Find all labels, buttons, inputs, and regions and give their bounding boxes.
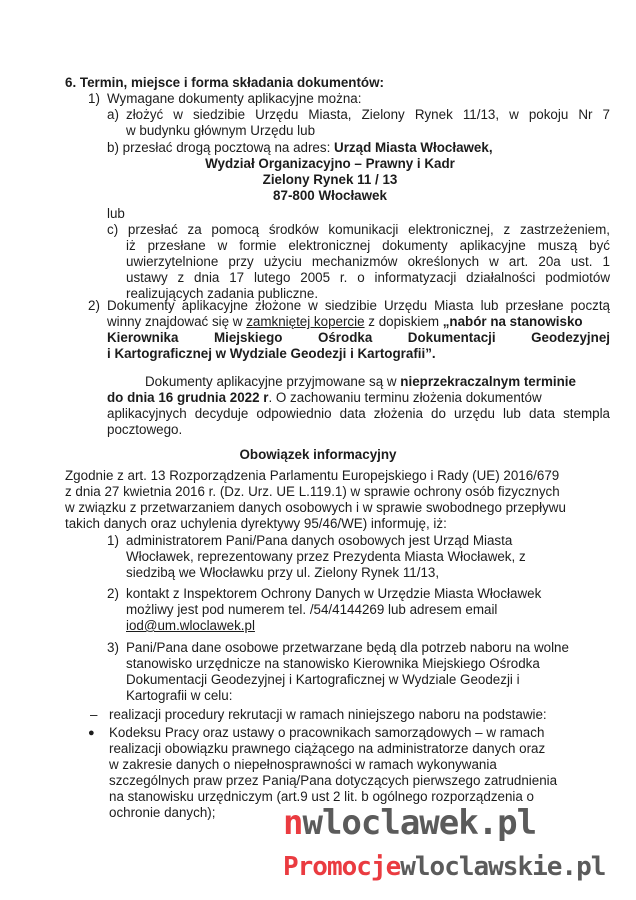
paragraph-line: Włocławek, reprezentowany przez Prezydenta Miasta Włocławek, z: [126, 549, 526, 564]
paragraph-line-mixed: [107, 390, 542, 406]
paragraph-line: stanowisko urzędnicze na stanowisko Kierownika Miejskiego Ośrodka: [126, 656, 540, 671]
paragraph-line-mixed: [145, 374, 576, 390]
address-line: Wydział Organizacyjno – Prawny i Kadr: [205, 156, 455, 171]
text-run: z dopiskiem: [368, 314, 439, 329]
connector-word: lub: [107, 206, 125, 221]
paragraph-line: aplikacyjnych decyduje odpowiednio data złożenia do urzędu lub data stempla: [107, 406, 610, 421]
watermark-text: n: [283, 803, 303, 843]
paragraph-line: złożyć w siedzibie Urzędu Miasta, Zielony Rynek 11/13, w pokoju Nr 7: [126, 107, 610, 122]
address-intro: [107, 140, 493, 156]
paragraph-line: z dnia 27 kwietnia 2016 r. (Dz. Urz. UE L.119.1) w sprawie ochrony osób fizycznych: [65, 484, 560, 499]
info-heading: Obowiązek informacyjny: [239, 447, 397, 462]
paragraph-line: kontakt z Inspektorem Ochrony Danych w Urzędzie Miasta Włocławek: [126, 586, 542, 601]
paragraph-line: pocztowego.: [107, 422, 183, 437]
paragraph-line-mixed: [107, 314, 583, 330]
paragraph-line: ustawy z dnia 17 lutego 2005 r. o informatyzacji działalności podmiotów: [126, 270, 610, 285]
paragraph-line: administratorem Pani/Pana danych osobowych jest Urząd Miasta: [126, 533, 513, 548]
paragraph-line: siedzibą we Włocławku przy ul. Zielony Rynek 11/13,: [126, 565, 440, 580]
paragraph-line: szczególnych praw przez Panią/Pana dotyczących pierwszego zatrudnienia: [109, 773, 558, 788]
section-heading: 6. Termin, miejsce i forma składania dokumentów:: [65, 75, 384, 90]
list-number: 1): [88, 91, 100, 106]
list-letter: a): [107, 107, 119, 122]
bullet-marker: ●: [88, 727, 95, 739]
underlined-text: zamkniętej kopercie: [246, 314, 365, 329]
bold-text: nieprzekraczalnym terminie: [400, 374, 576, 389]
address-line: Urząd Miasta Włocławek,: [334, 140, 493, 155]
paragraph-line: c) przesłać za pomocą środków komunikacji elektronicznej, z zastrzeżeniem,: [107, 222, 610, 237]
paragraph-line: Kartografii w celu:: [126, 688, 233, 703]
paragraph-line: w związku z przetwarzaniem danych osobowych i w sprawie swobodnego przepływu: [65, 500, 566, 515]
watermark-logo: [283, 852, 605, 882]
list-number: 2): [107, 586, 119, 601]
text-run: . O zachowaniu terminu złożenia dokumentów: [268, 390, 542, 405]
paragraph-line: Kodeksu Pracy oraz ustawy o pracownikach samorządowych – w ramach: [109, 725, 545, 740]
address-prefix: b) przesłać drogą pocztową na adres:: [107, 140, 331, 155]
paragraph-line: realizacji obowiązku prawnego ciążącego na administratorze danych oraz: [109, 741, 546, 756]
list-number: 1): [107, 533, 119, 548]
address-line: 87-800 Włocławek: [273, 188, 387, 203]
watermark-logo: [283, 803, 536, 843]
paragraph-line: na stanowisku urzędniczym (art.9 ust 2 lit. b ogólnego rozporządzenia o: [109, 789, 535, 804]
text-run: Dokumenty aplikacyjne przyjmowane są w: [145, 374, 397, 389]
paragraph-line: ochronie danych);: [109, 805, 216, 820]
email-link[interactable]: iod@um.wloclawek.pl: [126, 618, 255, 633]
paragraph-line: Zgodnie z art. 13 Rozporządzenia Parlamentu Europejskiego i Rady (UE) 2016/679: [65, 468, 560, 483]
bold-line: Kierownika Miejskiego Ośrodka Dokumentacji Geodezyjnej: [107, 330, 610, 345]
paragraph-line: uwierzytelnione przy użyciu mechanizmów określonych w art. 20a ust. 1: [126, 254, 610, 269]
watermark-text: wloclawek.pl: [302, 803, 537, 843]
paragraph-line: możliwy jest pod numerem tel. /54/4144269 lub adresem email: [126, 602, 498, 617]
watermark-text: Promocje: [283, 852, 401, 882]
deadline-date: do dnia 16 grudnia 2022 r: [107, 390, 269, 405]
paragraph-line: takich danych oraz uchylenia dyrektywy 95/46/WE) informuję, iż:: [65, 516, 447, 531]
bold-text: „nabór na stanowisko: [442, 314, 583, 329]
paragraph-line: realizacji procedury rekrutacji w ramach niniejszego naboru na podstawie:: [109, 707, 547, 722]
paragraph-line: Wymagane dokumenty aplikacyjne można:: [107, 91, 362, 106]
address-line: Zielony Rynek 11 / 13: [262, 172, 398, 187]
paragraph-line: w zakresie danych o niepełnosprawności w ramach wykonywania: [109, 757, 497, 772]
watermark-text: wloclawskie.pl: [400, 852, 606, 882]
paragraph-line: Pani/Pana dane osobowe przetwarzane będą dla potrzeb naboru na wolne: [126, 640, 569, 655]
paragraph-line: w budynku głównym Urzędu lub: [126, 123, 316, 138]
paragraph-line: Dokumentacji Geodezyjnej i Kartograficznej w Wydziale Geodezji i: [126, 672, 520, 687]
text-run: winny znajdować się w: [107, 314, 243, 329]
paragraph-line: Dokumenty aplikacyjne złożone w siedzibie Urzędu Miasta lub przesłane pocztą: [107, 298, 610, 313]
list-number: 2): [88, 298, 100, 313]
dash-marker: –: [90, 707, 98, 722]
paragraph-line: iż przesłane w formie elektronicznej dokumenty aplikacyjne muszą być: [126, 238, 610, 253]
list-number: 3): [107, 640, 119, 655]
paragraph-line: realizujących zadania publiczne.: [126, 286, 319, 301]
bold-line: i Kartograficznej w Wydziale Geodezji i Kartografii”.: [107, 346, 436, 361]
